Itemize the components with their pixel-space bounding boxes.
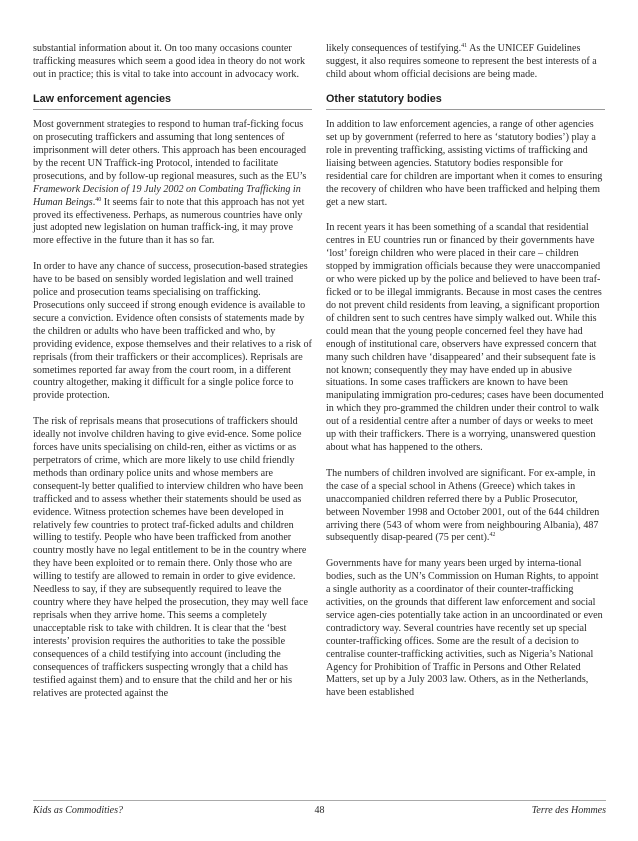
right-paragraph-4: Governments have for many years been urged by interna-tional bodies, such as the UN’s Commission on Human Rights, to appoint a single authority as a coordinator of their counter-trafficking activities, on the grounds that different law enforcement and social service agen-cies potentially take action in an uncoordinated or even contradictory way. Several countries have recently set up special counter-trafficking offices. Some are the result of a decision to centralise counter-trafficking activities, such as Nigeria’s National Agency for Prohibition of Traffic in Persons and Other Related Matters, set up by a July 2003 law. Others, as in the Netherlands, have been established	[326, 557, 603, 699]
paragraph-text: The numbers of children involved are significant. For ex-ample, in the case of a special school in Athens (Greece) which takes in unaccompanied children referred there by a Public Prosecutor, between November 1998 and October 2001, out of the 644 children arriving there (543 of whom were from neighbouring Albania), 487 subsequently disap-peared (75 per cent).	[326, 467, 600, 544]
paragraph-text: As the UNICEF Guidelines suggest, it also requires someone to represent the best interests of a child about whom official decisions are being made.	[326, 43, 597, 80]
page-footer	[33, 800, 606, 816]
right-paragraph-2: In recent years it has been something of a scandal that residential centres in EU countries run or financed by their governments have ‘lost’ foreign children who were placed in their care – children stopped by immigration officials because they were unaccompanied or who were picked up by the police and believed to have been traf-ficked or to be illegal immigrants. Because in most cases the centres do not prevent child residents from leaving, a significant proportion of children sent to such centres have simply walked out. While this could mean that the young people concerned feel they have had enough of institutional care, observers have expressed concern that many such children have ‘disappeared’ and their subsequent fate is not known; consequently they may have ended up in abusive situations. In some cases traffickers are known to have been manipulating immigration pro-cedures; cases have been documented in which they pro-grammed the children under their control to walk out of a residential centre after a number of days or weeks to meet up with their traffickers. There is a worrying, unanswered question about what has happened to the others.	[326, 222, 604, 454]
left-column	[33, 43, 312, 701]
footer-organization: Terre des Hommes	[531, 805, 606, 816]
left-paragraph-1	[33, 119, 312, 249]
right-paragraph-3	[326, 468, 605, 546]
paragraph-text: .	[92, 196, 96, 208]
left-paragraph-2: In order to have any chance of success, prosecution-based strategies have to be based on sensibly worded legislation and well trained police and prosecution teams specialising on trafficking. Prosecutions only succeed if strong enough evidence is available to secure a conviction. Evidence often consists of statements made by the children or adults who have been trafficked and who, by providing evidence, expose themselves and their relatives to a risk of reprisals (from their traffickers or their accomplices). Reprisals are sometimes reported far away from the court room, in a different country altogether, making it difficult for a single police force to provide protection.	[33, 260, 312, 402]
section-heading-statutory-bodies: Other statutory bodies	[326, 93, 605, 110]
section-heading-law-enforcement: Law enforcement agencies	[33, 93, 312, 110]
right-column	[326, 43, 605, 700]
paragraph-text: Most government strategies to respond to human traf-ficking focus on prosecuting traffickers and assuming that long sentences of imprisonment will deter others. This approach has been encouraged by the recent UN Traffick-ing Protocol, intended to facilitate prosecutions, and by follow-up regional measures, such as the EU’s	[33, 118, 307, 182]
right-intro-paragraph	[326, 43, 605, 82]
paragraph-text: It seems fair to note that this approach has not yet proved its effectiveness. Perhaps, as numerous countries have only just adopted new legislation on human traffick-ing, it may prove more effective in the future than it has so far.	[33, 196, 305, 247]
footnote-ref-42: 42	[489, 532, 496, 539]
right-paragraph-1: In addition to law enforcement agencies, a range of other agencies set up by government (referred to here as ‘statutory bodies’) play a role in preventing trafficking, assisting victims of trafficking and liaising between agencies. Statutory bodies responsible for residential care for children are important when it comes to ensuring the recovery of children who have been trafficked and helping them get a new start.	[326, 118, 603, 208]
footer-page-number: 48	[314, 805, 325, 816]
left-paragraph-3: The risk of reprisals means that prosecutions of traffickers should ideally not involve children having to give evid-ence. Some police forces have units specialising on child-ren, either as victims or as perpetrators of crime, which are more likely to use child friendly methods than ordinary police units and whose members are consequent-ly better qualified to interview children who have been trafficked and to assess whether their statements should be used as evidence. Witness protection schemes have been developed in relatively few countries to protect traf-ficked adults and children willing to testify. People who have been trafficked from another country mostly have no legal entitlement to be in the country where they have been exploited or to remain there. Only those who are willing to testify are allowed to remain in order to give evidence. Needless to say, if they are subsequently required to leave the country where they have helped the prosecution, they may well face reprisals when they arrive home. This seems a completely unacceptable risk to take with children. It is clear that the ‘best interests’ provision requires the authorities to take the possible consequences of a child testifying into account (including the consequences of traffickers suspecting wrongly that a child has testified against them) and to ensure that the child and her or his relatives are protected against the	[33, 415, 308, 699]
footnote-ref-40: 40	[95, 196, 102, 203]
footer-publication-title: Kids as Commodities?	[33, 805, 124, 816]
framework-decision-title: Framework Decision of 19 July 2002 on Combating Trafficking in Human Beings	[33, 183, 301, 208]
left-intro-paragraph: substantial information about it. On too many occasions counter trafficking measures which seem a good idea in theory do not work out in practice; this is vital to take into account in advocacy work.	[33, 43, 305, 80]
paragraph-text: likely consequences of testifying.	[326, 43, 462, 54]
footnote-ref-41: 41	[461, 43, 468, 49]
